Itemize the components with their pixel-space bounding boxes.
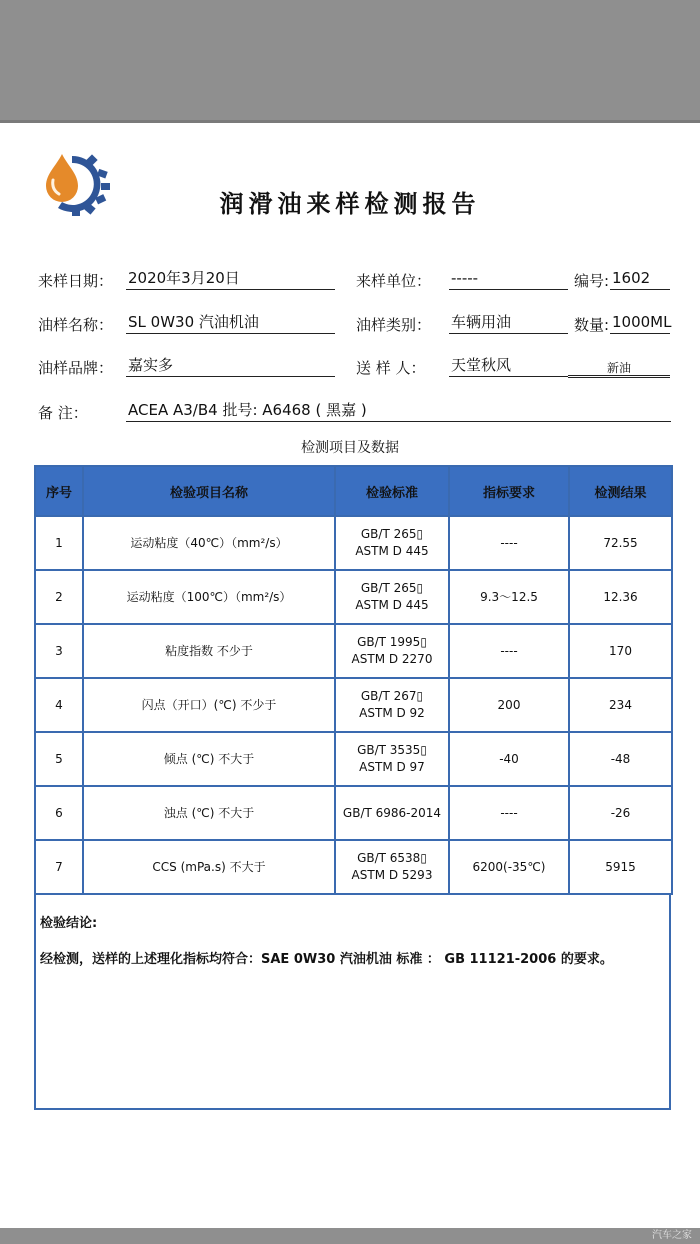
header-item: 检验项目名称 xyxy=(83,466,335,516)
header-result: 检测结果 xyxy=(569,466,672,516)
cell-standard xyxy=(335,624,449,678)
standard-line-2: ASTM D 2270 xyxy=(351,652,433,666)
cell-requirement: ---- xyxy=(449,516,569,570)
table-row xyxy=(35,624,672,678)
table-row xyxy=(35,516,672,570)
cell-item: 浊点 (℃) 不大于 xyxy=(83,786,335,840)
cell-item: CCS (mPa.s) 不大于 xyxy=(83,840,335,894)
sample-unit-label: 来样单位： xyxy=(356,272,432,290)
cell-item: 粘度指数 不少于 xyxy=(83,624,335,678)
sample-type-value: 车辆用油 xyxy=(449,311,568,334)
standard-line-2: ASTM D 445 xyxy=(355,544,429,558)
bottom-gray-bar xyxy=(0,1228,700,1244)
cell-item: 运动粘度（40℃）（mm²/s） xyxy=(83,516,335,570)
standard-line-1: GB/T 1995▯ xyxy=(357,635,427,649)
conclusion-box xyxy=(34,893,671,1110)
standard-line-1: GB/T 267▯ xyxy=(360,689,424,703)
quantity-label: 数量: xyxy=(574,316,610,334)
cell-requirement: -40 xyxy=(449,732,569,786)
watermark-text: 汽车之家 xyxy=(652,1230,692,1241)
standard-line-2: ASTM D 92 xyxy=(359,706,425,720)
conclusion-text: 经检测，送样的上述理化指标均符合：SAE 0W30 汽油机油 标准 ： GB 11121-2006 的要求。 xyxy=(40,952,613,967)
cell-standard xyxy=(335,516,449,570)
top-bar-edge xyxy=(0,120,700,123)
cell-no: 5 xyxy=(35,732,83,786)
standard-line-1: GB/T 265▯ xyxy=(360,581,424,595)
cell-result: -26 xyxy=(569,786,672,840)
sample-type-label: 油样类别： xyxy=(356,316,432,334)
report-title: 润滑油来样检测报告 xyxy=(219,189,481,218)
cell-standard xyxy=(335,840,449,894)
cell-item: 倾点 (℃) 不大于 xyxy=(83,732,335,786)
standard-line-2: ASTM D 97 xyxy=(359,760,425,774)
cell-no: 3 xyxy=(35,624,83,678)
cell-standard xyxy=(335,732,449,786)
remark-value: ACEA A3/B4 批号: A6468 ( 黑嘉 ) xyxy=(126,399,671,422)
cell-standard xyxy=(335,570,449,624)
cell-no: 6 xyxy=(35,786,83,840)
cell-result: -48 xyxy=(569,732,672,786)
cell-standard xyxy=(335,786,449,840)
oil-condition-value: 新油 xyxy=(568,360,670,378)
sample-date-label: 来样日期： xyxy=(38,272,114,290)
cell-standard xyxy=(335,678,449,732)
number-label: 编号: xyxy=(574,272,610,290)
cell-item: 运动粘度（100℃）（mm²/s） xyxy=(83,570,335,624)
remark-label: 备 注： xyxy=(38,404,88,422)
cell-requirement: 9.3～12.5 xyxy=(449,570,569,624)
top-gray-bar xyxy=(0,0,700,123)
standard-line-1: GB/T 265▯ xyxy=(360,527,424,541)
standard-line-2: ASTM D 5293 xyxy=(351,868,433,882)
standard-line-1: GB/T 6538▯ xyxy=(357,851,427,865)
cell-no: 1 xyxy=(35,516,83,570)
cell-result: 170 xyxy=(569,624,672,678)
cell-no: 2 xyxy=(35,570,83,624)
sample-name-value: SL 0W30 汽油机油 xyxy=(126,311,335,334)
conclusion-label: 检验结论: xyxy=(40,916,98,931)
number-value: 1602 xyxy=(610,267,670,290)
standard-line-1: GB/T 3535▯ xyxy=(357,743,427,757)
table-row xyxy=(35,732,672,786)
table-row xyxy=(35,678,672,732)
cell-requirement: 6200(-35℃) xyxy=(449,840,569,894)
sample-name-label: 油样名称： xyxy=(38,316,114,334)
table-row xyxy=(35,570,672,624)
cell-result: 5915 xyxy=(569,840,672,894)
cell-no: 4 xyxy=(35,678,83,732)
standard-line-1: GB/T 6986-2014 xyxy=(342,805,442,820)
cell-requirement: ---- xyxy=(449,786,569,840)
sender-value: 天堂秋风 xyxy=(449,354,568,377)
header-requirement: 指标要求 xyxy=(449,466,569,516)
standard-line-2: ASTM D 445 xyxy=(355,598,429,612)
table-row xyxy=(35,786,672,840)
cell-result: 234 xyxy=(569,678,672,732)
section-title: 检测项目及数据 xyxy=(301,440,399,456)
header-no: 序号 xyxy=(35,466,83,516)
sender-label: 送 样 人： xyxy=(356,359,426,377)
table-header-row xyxy=(35,466,672,516)
cell-result: 12.36 xyxy=(569,570,672,624)
cell-result: 72.55 xyxy=(569,516,672,570)
cell-no: 7 xyxy=(35,840,83,894)
cell-requirement: ---- xyxy=(449,624,569,678)
sample-date-value: 2020年3月20日 xyxy=(126,267,335,290)
brand-value: 嘉实多 xyxy=(126,354,335,377)
table-row xyxy=(35,840,672,894)
cell-requirement: 200 xyxy=(449,678,569,732)
test-data-table xyxy=(34,465,673,895)
cell-item: 闪点（开口）(℃) 不少于 xyxy=(83,678,335,732)
sample-unit-value: ----- xyxy=(449,267,568,290)
brand-label: 油样品牌： xyxy=(38,359,114,377)
header-standard: 检验标准 xyxy=(335,466,449,516)
quantity-value: 1000ML xyxy=(610,311,670,334)
